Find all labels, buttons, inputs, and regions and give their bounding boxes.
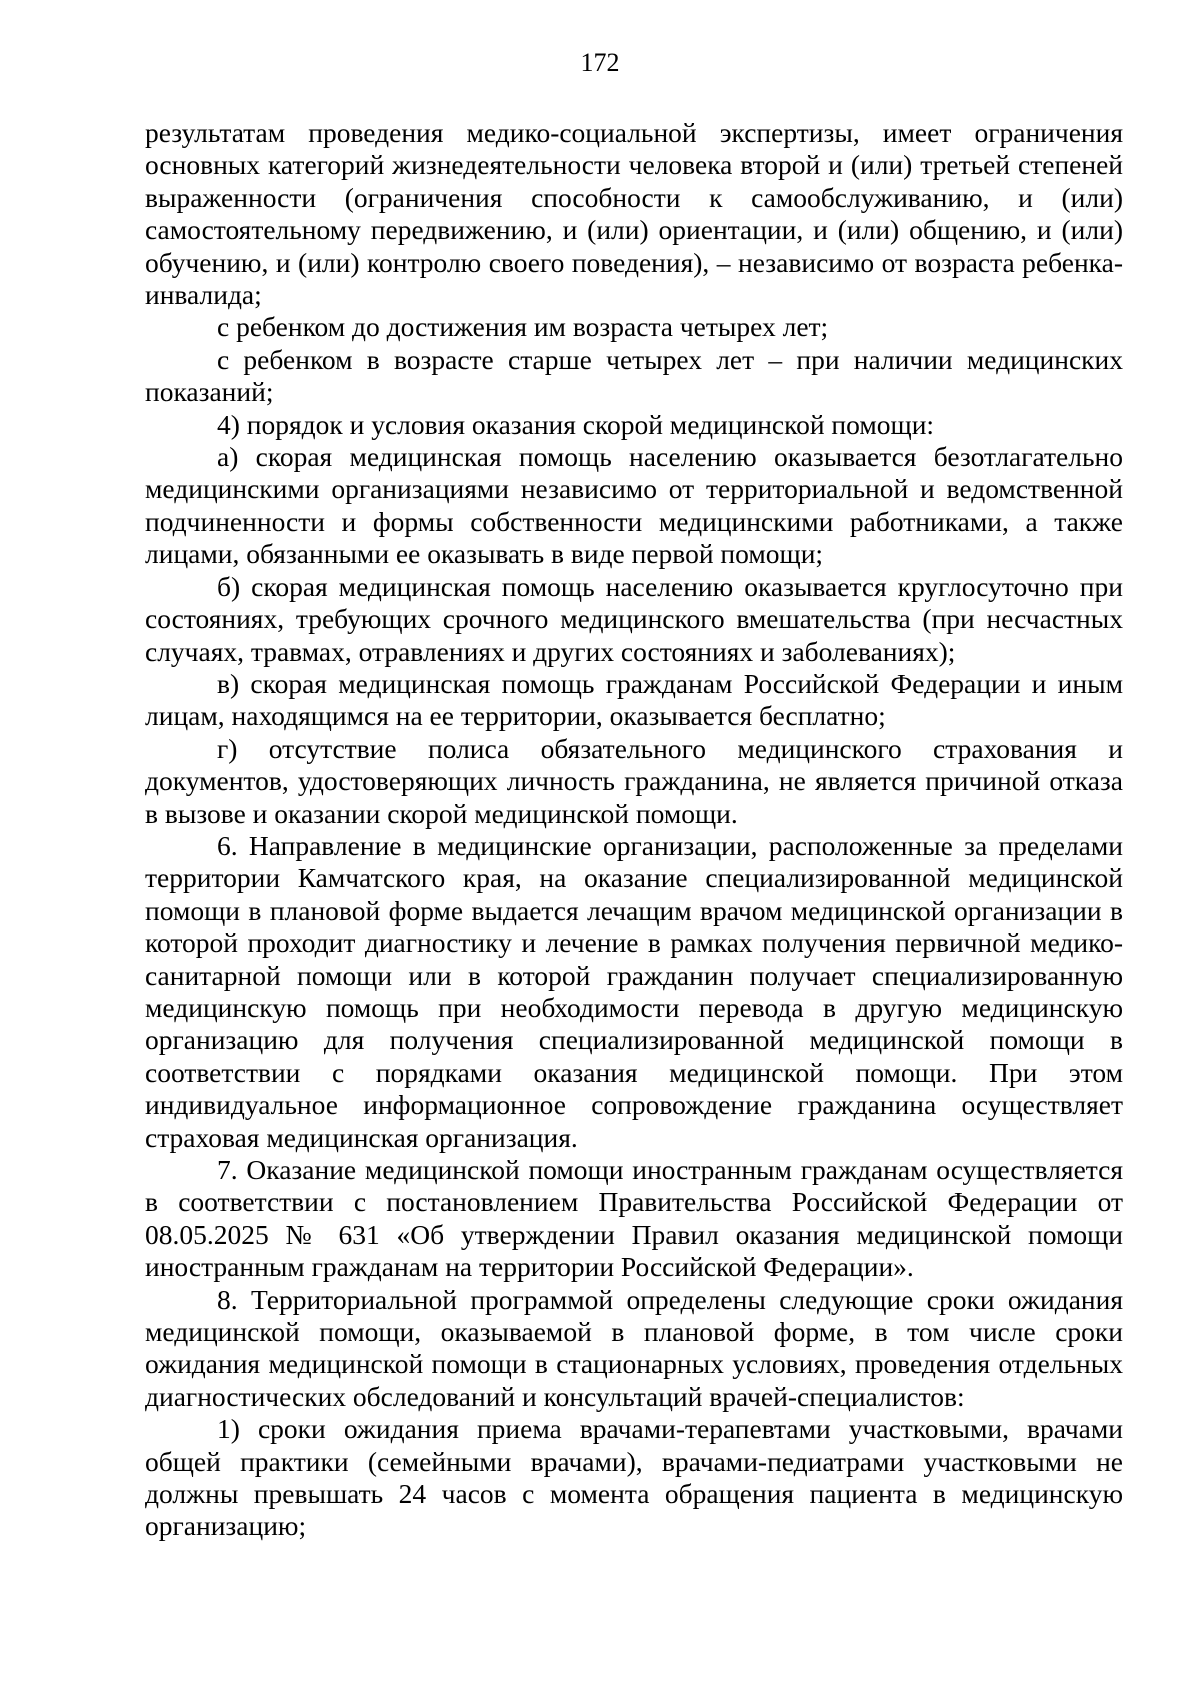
paragraph-section-6: 6. Направление в медицинские организации, расположенные за пределами территории Камчатского края, на оказание специализированной медицинской помощи в плановой форме выдается лечащим врачом медицинской организации в которой проходит диагностику и лечение в рамках получения первичной медико-санитарной помощи или в которой гражданин получает специализированную медицинскую помощь при необходимости перевода в другую медицинскую организацию для получения специализированной медицинской помощи в соответствии с порядками оказания медицинской помощи. При этом индивидуальное информационное сопровождение гражданина осуществляет страховая медицинская организация. [145,829,1123,1153]
paragraph-section-7: 7. Оказание медицинской помощи иностранным гражданам осуществляется в соответствии с постановлением Правительства Российской Федерации от 08.05.2025 № 631 «Об утверждении Правил оказания медицинской помощи иностранным гражданам на территории Российской Федерации». [145,1154,1123,1283]
page-number: 172 [580,48,620,77]
paragraph-continuation: результатам проведения медико-социальной экспертизы, имеет ограничения основных категорий жизнедеятельности человека второй и (или) третьей степеней выраженности (ограничения способности к самообслуживанию, и (или) самостоятельному передвижению, и (или) ориентации, и (или) общению, и (или) обучению, и (или) контролю своего поведения), – независимо от возраста ребенка-инвалида; [145,117,1123,311]
paragraph-item-b: б) скорая медицинская помощь населению оказывается круглосуточно при состояниях, требующих срочного медицинского вмешательства (при несчастных случаях, травмах, отравлениях и других состояниях и заболеваниях); [145,570,1123,667]
paragraph-emergency-care-heading: 4) порядок и условия оказания скорой медицинской помощи: [217,408,935,440]
paragraph-section-8-item-1: 1) сроки ожидания приема врачами-терапевтами участковыми, врачами общей практики (семейными врачами), врачами-педиатрами участковыми не должны превышать 24 часов с момента обращения пациента в медицинскую организацию; [145,1413,1123,1542]
document-body [145,117,1123,1543]
paragraph-item-v: в) скорая медицинская помощь гражданам Российской Федерации и иным лицам, находящимся на ее территории, оказывается бесплатно; [145,667,1123,732]
paragraph-item-a: а) скорая медицинская помощь населению оказывается безотлагательно медицинскими организациями независимо от территориальной и ведомственной подчиненности и формы собственности медицинскими работниками, а также лицами, обязанными ее оказывать в виде первой помощи; [145,441,1123,570]
paragraph-item-g: г) отсутствие полиса обязательного медицинского страхования и документов, удостоверяющих личность гражданина, не является причиной отказа в вызове и оказании скорой медицинской помощи. [145,732,1123,829]
paragraph-child-over-four: с ребенком в возрасте старше четырех лет – при наличии медицинских показаний; [145,343,1123,408]
paragraph-section-8: 8. Территориальной программой определены следующие сроки ожидания медицинской помощи, оказываемой в плановой форме, в том числе сроки ожидания медицинской помощи в стационарных условиях, проведения отдельных диагностических обследований и консультаций врачей-специалистов: [145,1283,1123,1412]
paragraph-child-under-four: с ребенком до достижения им возраста четырех лет; [217,311,829,343]
